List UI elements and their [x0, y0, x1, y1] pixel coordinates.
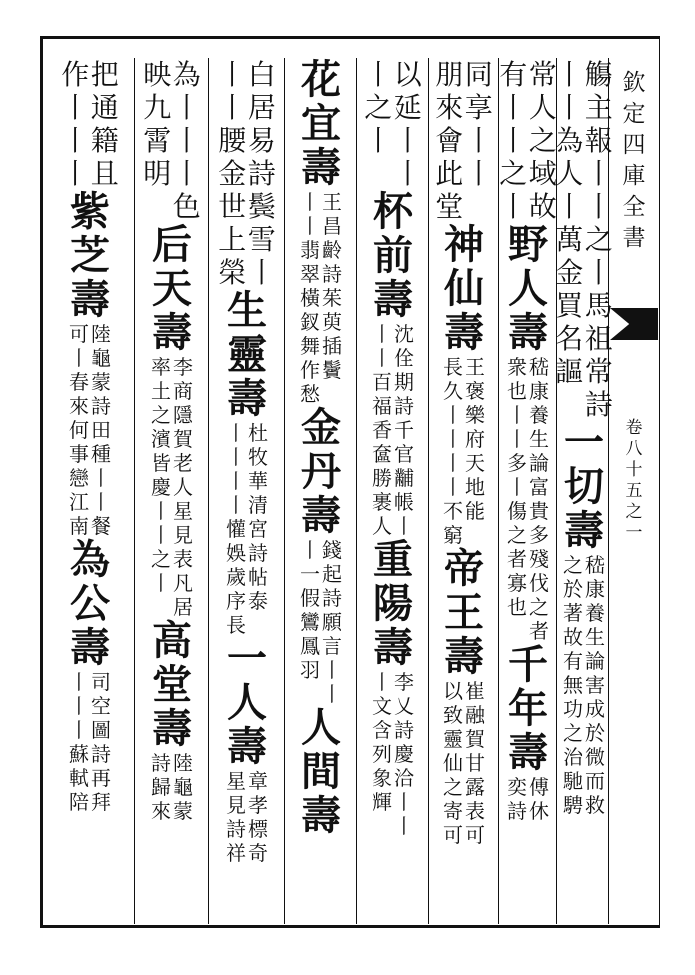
annotation-line: 李乂詩慶洽丨丨: [394, 670, 414, 838]
body-text-line: 把通籍且: [90, 58, 119, 190]
juan-label: 卷八十五之一: [625, 418, 643, 543]
body-text-line: 白居易詩鬓雪丨: [247, 58, 276, 289]
body-text-line: 有丨丨之丨: [499, 58, 528, 223]
entry-heading: 為公壽: [70, 536, 110, 671]
text-pair: [218, 58, 277, 289]
text-column-5: [288, 58, 354, 920]
annotation-pair: [371, 670, 415, 838]
entry-heading: 一人壽: [227, 635, 267, 770]
annotation-line: 崔融賀甘露表可: [465, 679, 485, 847]
annotation-pair: [68, 322, 112, 538]
annotation-line: 以致靈仙之寄可: [443, 679, 463, 847]
entry-heading: 野人壽: [508, 221, 548, 356]
annotation-line: 王褒樂府天地能: [465, 355, 485, 523]
body-text-line: 以延丨丨: [393, 58, 422, 190]
text-column-1: [555, 58, 613, 920]
annotation-line: 詩歸來: [151, 751, 171, 823]
annotation-line: 嵇康養生論害成於微而救: [585, 553, 605, 817]
body-text-line: 朋來會此堂: [435, 58, 464, 223]
annotation-line: 丨丨丨蘇軾陪: [69, 670, 89, 814]
column-rule: [428, 58, 429, 924]
entry-heading: 后天壽: [152, 221, 192, 356]
annotation-pair: [150, 751, 194, 823]
fish-tail-ornament: [610, 308, 658, 340]
annotation-pair: [299, 190, 343, 406]
body-text-line: 同享丨丨: [464, 58, 493, 190]
entry-heading: 高堂壽: [152, 617, 192, 752]
annotation-pair: [442, 355, 486, 547]
entry-heading: 杯前壽: [373, 188, 413, 323]
annotation-line: 丨丨丨丨懽娛歲序長: [226, 421, 246, 637]
page-margin-strip: [610, 58, 658, 926]
text-column-8: [48, 58, 132, 920]
entry-heading: 帝王壽: [444, 545, 484, 680]
column-rule: [284, 58, 285, 924]
annotation-line: 沈佺期詩千官黼帳丨: [394, 322, 414, 538]
body-text-line: 丨丨腰金世上榮: [218, 58, 247, 289]
annotation-line: 長久丨丨丨丨不窮: [443, 355, 463, 547]
column-rule: [356, 58, 357, 924]
annotation-pair: [299, 538, 343, 706]
entry-heading: 花宜壽: [301, 56, 341, 191]
text-pair: [435, 58, 494, 223]
annotation-pair: [225, 769, 269, 865]
annotation-line: 王昌齡詩茱萸插鬢: [322, 190, 342, 382]
text-column-2: [499, 58, 557, 920]
annotation-line: 杜牧華清宮詩帖泰: [248, 421, 268, 613]
entry-heading: 生靈壽: [227, 287, 267, 422]
annotation-pair: [225, 421, 269, 637]
text-pair: [364, 58, 423, 190]
entry-heading: 重陽壽: [373, 536, 413, 671]
body-text-line: 映九霄明: [143, 58, 172, 190]
annotation-line: 司空圖詩再拜: [91, 670, 111, 814]
body-text-line: 觴主報丨丨之丨馬祖常詩: [584, 58, 613, 421]
annotation-line: 丨丨翡翠橫釵舞作愁: [300, 190, 320, 406]
annotation-line: 衆也丨丨多丨傷之者寡也: [507, 355, 527, 619]
text-pair: [143, 58, 202, 223]
annotation-line: 之於著故有無功之治馳騁: [563, 553, 583, 817]
text-pair: [61, 58, 120, 190]
annotation-line: 星見詩祥: [226, 769, 246, 865]
body-text-line: 作丨丨丨: [61, 58, 90, 190]
annotation-line: 李商隱賀老人星見表凡居: [173, 355, 193, 619]
annotation-line: 陸龜蒙: [173, 751, 193, 823]
text-pair: [499, 58, 558, 223]
annotation-line: 陸龜蒙詩田種丨丨餐: [91, 322, 111, 538]
entry-heading: 神仙壽: [444, 221, 484, 356]
annotation-pair: [562, 553, 606, 817]
text-pair: [555, 58, 614, 421]
entry-heading: 一切壽: [564, 419, 604, 554]
annotation-line: 率土之濱皆慶丨丨之丨: [151, 355, 171, 595]
annotation-line: 錢起詩願言丨丨: [322, 538, 342, 706]
text-column-7: [138, 58, 206, 920]
annotation-line: 丨丨百福香奩勝裹人: [372, 322, 392, 538]
annotation-pair: [506, 355, 550, 643]
annotation-pair: [442, 679, 486, 847]
text-column-3: [432, 58, 496, 920]
entry-heading: 金丹壽: [301, 404, 341, 539]
annotation-pair: [68, 670, 112, 814]
body-text-line: 常人之域故: [528, 58, 557, 223]
annotation-line: 傅休: [529, 775, 549, 823]
body-text-line: 丨丨為人丨萬金買名謳: [555, 58, 584, 388]
annotation-line: 丨文含列象輝: [372, 670, 392, 814]
column-rule: [134, 58, 135, 924]
body-text-line: 為丨丨丨色: [172, 58, 201, 223]
annotation-line: 丨一假鸞鳳羽: [300, 538, 320, 682]
entry-heading: 人間壽: [301, 704, 341, 839]
annotation-line: 可丨春來何事戀江南: [69, 322, 89, 538]
annotation-pair: [506, 775, 550, 823]
body-text-line: 丨之丨: [364, 58, 393, 157]
entry-heading: 紫芝壽: [70, 188, 110, 323]
annotation-line: 奕詩: [507, 775, 527, 823]
book-title: 欽定四庫全書: [622, 70, 646, 251]
column-rule: [208, 58, 209, 924]
annotation-line: 章孝標奇: [248, 769, 268, 865]
text-column-6: [212, 58, 282, 920]
annotation-line: 嵇康養生論富貴多殘伐之者: [529, 355, 549, 643]
annotation-pair: [150, 355, 194, 619]
text-column-4: [360, 58, 426, 920]
annotation-pair: [371, 322, 415, 538]
entry-heading: 千年壽: [508, 641, 548, 776]
